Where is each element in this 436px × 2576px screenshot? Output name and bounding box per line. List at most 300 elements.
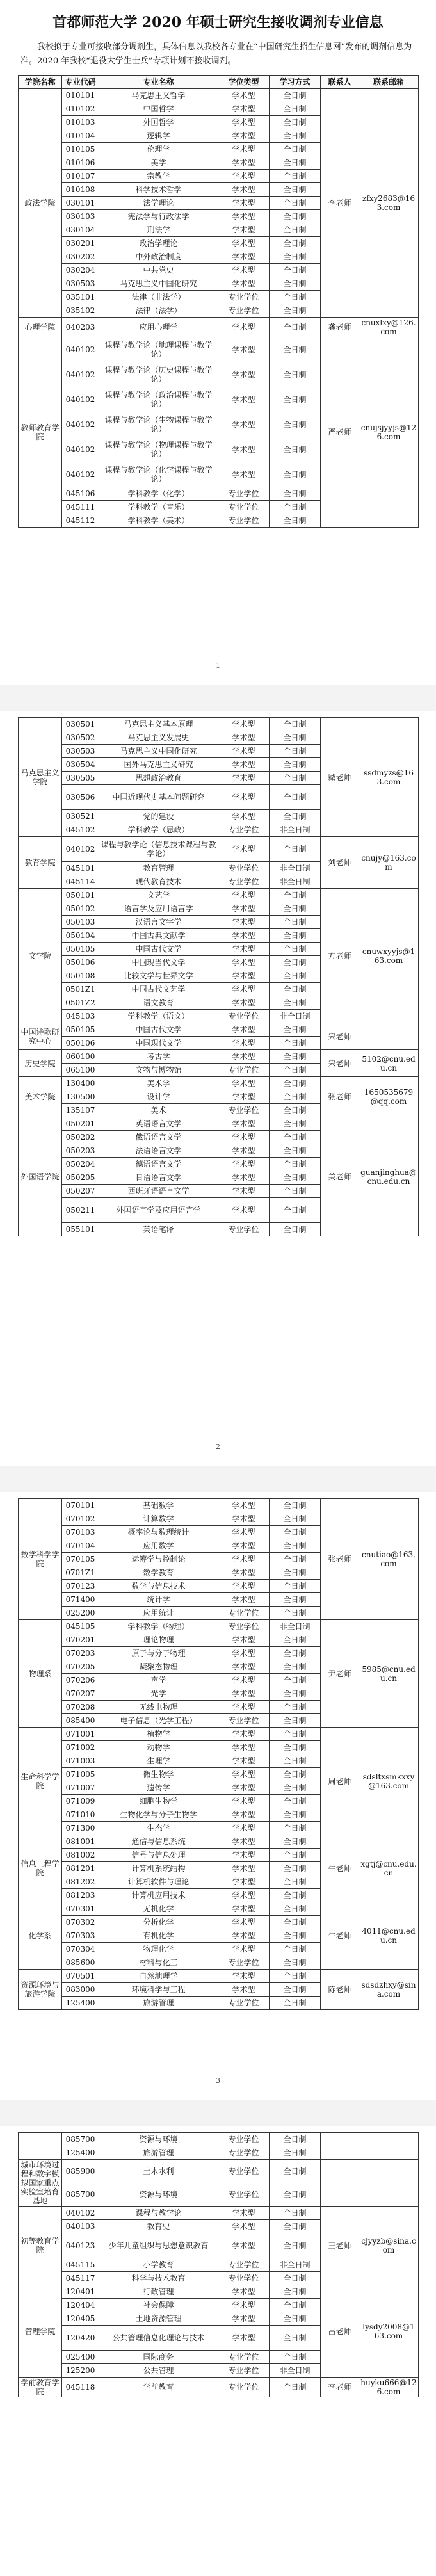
college-name <box>19 2133 62 2160</box>
major-code: 025200 <box>62 1607 99 1620</box>
major-code: 010108 <box>62 183 99 197</box>
contact-email: sdsltxsmkxxy@163.com <box>359 1728 419 1835</box>
major-name: 刑法学 <box>99 223 218 237</box>
study-mode: 非全日制 <box>270 823 321 837</box>
degree-type: 学术型 <box>218 337 270 362</box>
major-code: 030104 <box>62 223 99 237</box>
study-mode: 非全日制 <box>270 875 321 889</box>
study-mode: 全日制 <box>270 1997 321 2010</box>
college-name: 外国语学院 <box>19 1117 62 1236</box>
contact-person: 宋老师 <box>321 1023 359 1050</box>
contact-email: cnuwxyyjs@163.com <box>359 889 419 1023</box>
major-name: 电子信息（光学工程） <box>99 1714 218 1728</box>
college-name: 学前教育学院 <box>19 2378 62 2397</box>
major-code: 070301 <box>62 1902 99 1916</box>
contact-person: 臧老师 <box>321 718 359 837</box>
study-mode: 全日制 <box>270 2233 321 2258</box>
study-mode: 全日制 <box>270 1835 321 1849</box>
major-name: 学前教育 <box>99 2378 218 2397</box>
major-code: 030202 <box>62 250 99 264</box>
major-name: 中国古代文学 <box>99 1023 218 1037</box>
major-name: 中国古代文艺学 <box>99 983 218 996</box>
degree-type: 学术型 <box>218 1795 270 1808</box>
study-mode: 全日制 <box>270 1144 321 1158</box>
major-name: 马克思主义发展史 <box>99 731 218 745</box>
document-page-1 <box>0 0 436 685</box>
major-code: 120420 <box>62 2326 99 2351</box>
degree-type: 学术型 <box>218 1768 270 1781</box>
major-name: 英语语言文学 <box>99 1117 218 1131</box>
major-name: 小学教育 <box>99 2258 218 2272</box>
major-name: 课程与教学论 <box>99 2207 218 2220</box>
major-name: 学科教学（音乐） <box>99 501 218 514</box>
major-name: 材料与化工 <box>99 1956 218 1970</box>
major-name: 统计学 <box>99 1593 218 1607</box>
degree-type: 学术型 <box>218 772 270 785</box>
degree-type: 专业学位 <box>218 823 270 837</box>
degree-type: 学术型 <box>218 197 270 210</box>
major-name: 无线电物理 <box>99 1701 218 1714</box>
study-mode: 全日制 <box>270 1674 321 1687</box>
study-mode: 全日制 <box>270 1050 321 1064</box>
degree-type: 专业学位 <box>218 2378 270 2397</box>
study-mode: 全日制 <box>270 916 321 929</box>
major-name: 国外马克思主义研究 <box>99 758 218 772</box>
study-mode: 全日制 <box>270 745 321 758</box>
degree-type: 学术型 <box>218 1090 270 1104</box>
major-code: 0501Z2 <box>62 996 99 1010</box>
major-name: 中国现当代文学 <box>99 956 218 969</box>
major-code: 030503 <box>62 277 99 291</box>
major-code: 130500 <box>62 1090 99 1104</box>
table-row <box>19 318 419 337</box>
degree-type: 学术型 <box>218 1633 270 1647</box>
study-mode: 全日制 <box>270 1956 321 1970</box>
header-major: 专业名称 <box>99 76 218 89</box>
program-table <box>18 2132 419 2397</box>
major-name: 设计学 <box>99 1090 218 1104</box>
major-code: 070101 <box>62 1499 99 1512</box>
major-name: 中共党史 <box>99 264 218 277</box>
table-row <box>19 837 419 862</box>
degree-type: 学术型 <box>218 1754 270 1768</box>
major-name: 植物学 <box>99 1728 218 1741</box>
study-mode: 全日制 <box>270 1023 321 1037</box>
program-table <box>18 717 419 1236</box>
major-name: 信号与信息处理 <box>99 1849 218 1862</box>
degree-type: 学术型 <box>218 2285 270 2299</box>
degree-type: 学术型 <box>218 102 270 116</box>
major-code: 045111 <box>62 501 99 514</box>
degree-type: 学术型 <box>218 1808 270 1822</box>
study-mode: 全日制 <box>270 1037 321 1050</box>
major-name: 应用统计 <box>99 1607 218 1620</box>
study-mode: 全日制 <box>270 889 321 902</box>
contact-email: cnutiao@163.com <box>359 1499 419 1620</box>
study-mode: 全日制 <box>270 1117 321 1131</box>
major-code: 030103 <box>62 210 99 223</box>
degree-type: 学术型 <box>218 1835 270 1849</box>
study-mode: 非全日制 <box>270 862 321 875</box>
study-mode: 全日制 <box>270 1526 321 1539</box>
study-mode: 全日制 <box>270 2285 321 2299</box>
degree-type: 学术型 <box>218 318 270 337</box>
college-name: 历史学院 <box>19 1050 62 1077</box>
major-code: 040123 <box>62 2233 99 2258</box>
college-name: 管理学院 <box>19 2285 62 2378</box>
degree-type: 专业学位 <box>218 875 270 889</box>
major-name: 土木水利 <box>99 2160 218 2183</box>
major-name: 学科教学（物理） <box>99 1620 218 1633</box>
study-mode: 全日制 <box>270 337 321 362</box>
major-name: 英语笔译 <box>99 1223 218 1236</box>
study-mode: 全日制 <box>270 1158 321 1171</box>
major-name: 日语语言文学 <box>99 1171 218 1185</box>
degree-type: 学术型 <box>218 902 270 916</box>
study-mode: 全日制 <box>270 1499 321 1512</box>
major-name: 逻辑学 <box>99 129 218 143</box>
degree-type: 学术型 <box>218 1875 270 1889</box>
table-row <box>19 2133 419 2146</box>
major-name: 通信与信息系统 <box>99 1835 218 1849</box>
study-mode: 全日制 <box>270 1714 321 1728</box>
major-code: 045103 <box>62 1010 99 1023</box>
major-code: 030501 <box>62 718 99 731</box>
major-name: 计算机软件与理论 <box>99 1875 218 1889</box>
major-code: 071005 <box>62 1768 99 1781</box>
study-mode: 全日制 <box>270 2133 321 2146</box>
study-mode: 全日制 <box>270 223 321 237</box>
major-name: 计算数学 <box>99 1512 218 1526</box>
study-mode: 全日制 <box>270 2207 321 2220</box>
major-name: 学科教学（美术） <box>99 514 218 528</box>
study-mode: 全日制 <box>270 1741 321 1754</box>
major-code: 071003 <box>62 1754 99 1768</box>
degree-type: 学术型 <box>218 2299 270 2312</box>
major-name: 课程与教学论（生物课程与教学论） <box>99 412 218 437</box>
major-name: 政治学理论 <box>99 237 218 250</box>
major-code: 085700 <box>62 2133 99 2146</box>
contact-person <box>321 2160 359 2207</box>
degree-type: 学术型 <box>218 1526 270 1539</box>
major-name: 中国现代文学 <box>99 1037 218 1050</box>
study-mode: 全日制 <box>270 1647 321 1660</box>
major-name: 汉语言文字学 <box>99 916 218 929</box>
header-degree-type: 学位类型 <box>218 76 270 89</box>
major-code: 070104 <box>62 1539 99 1553</box>
major-code: 035102 <box>62 304 99 318</box>
contact-person: 李老师 <box>321 89 359 318</box>
major-name: 资源与环境 <box>99 2183 218 2207</box>
major-name: 课程与教学论（政治课程与教学论） <box>99 387 218 412</box>
major-name: 概率论与数理统计 <box>99 1526 218 1539</box>
degree-type: 学术型 <box>218 210 270 223</box>
page-title: 首都师范大学 2020 年硕士研究生接收调剂专业信息 <box>52 14 384 31</box>
major-name: 课程与教学论（物理课程与教学论） <box>99 437 218 462</box>
study-mode: 全日制 <box>270 1943 321 1956</box>
major-code: 070103 <box>62 1526 99 1539</box>
study-mode: 全日制 <box>270 1512 321 1526</box>
major-code: 040203 <box>62 318 99 337</box>
study-mode: 全日制 <box>270 1902 321 1916</box>
major-name: 中国古典文献学 <box>99 929 218 943</box>
study-mode: 全日制 <box>270 89 321 102</box>
major-name: 宗教学 <box>99 170 218 183</box>
degree-type: 专业学位 <box>218 2351 270 2364</box>
major-name: 考古学 <box>99 1050 218 1064</box>
degree-type: 学术型 <box>218 362 270 387</box>
study-mode: 全日制 <box>270 2378 321 2397</box>
college-name: 初等教育学院 <box>19 2207 62 2285</box>
major-code: 040102 <box>62 412 99 437</box>
college-name: 心理学院 <box>19 318 62 337</box>
degree-type: 学术型 <box>218 837 270 862</box>
degree-type: 学术型 <box>218 996 270 1010</box>
contact-email <box>359 2160 419 2207</box>
degree-type: 学术型 <box>218 1198 270 1223</box>
degree-type: 学术型 <box>218 1687 270 1701</box>
major-code: 045106 <box>62 487 99 501</box>
major-code: 050106 <box>62 956 99 969</box>
major-code: 030204 <box>62 264 99 277</box>
contact-email: cnuxlxy@126.com <box>359 318 419 337</box>
major-code: 070206 <box>62 1674 99 1687</box>
major-code: 070303 <box>62 1929 99 1943</box>
major-name: 马克思主义中国化研究 <box>99 745 218 758</box>
major-code: 070208 <box>62 1701 99 1714</box>
contact-email: guanjinghua@cnu.edu.cn <box>359 1117 419 1236</box>
study-mode: 全日制 <box>270 1607 321 1620</box>
major-code: 010101 <box>62 89 99 102</box>
study-mode: 全日制 <box>270 143 321 156</box>
degree-type: 学术型 <box>218 1660 270 1674</box>
contact-person: 吕老师 <box>321 2285 359 2378</box>
degree-type: 学术型 <box>218 2220 270 2233</box>
college-name: 文学院 <box>19 889 62 1023</box>
major-name: 少年儿童组织与思想意识教育 <box>99 2233 218 2258</box>
study-mode: 全日制 <box>270 129 321 143</box>
study-mode: 全日制 <box>270 412 321 437</box>
major-name: 环境科学与工程 <box>99 1983 218 1997</box>
major-name: 无机化学 <box>99 1902 218 1916</box>
degree-type: 学术型 <box>218 1849 270 1862</box>
major-name: 生态学 <box>99 1822 218 1835</box>
degree-type: 学术型 <box>218 1647 270 1660</box>
table-row <box>19 337 419 362</box>
contact-person: 关老师 <box>321 1117 359 1236</box>
study-mode: 全日制 <box>270 1701 321 1714</box>
major-name: 中国古代文学 <box>99 943 218 956</box>
major-name: 分析化学 <box>99 1916 218 1929</box>
contact-email: cjyyzb@sina.com <box>359 2207 419 2285</box>
study-mode: 非全日制 <box>270 2364 321 2378</box>
major-name: 现代教育技术 <box>99 875 218 889</box>
degree-type: 专业学位 <box>218 291 270 304</box>
degree-type: 学术型 <box>218 2312 270 2326</box>
study-mode: 全日制 <box>270 1077 321 1090</box>
degree-type: 学术型 <box>218 731 270 745</box>
major-code: 030502 <box>62 731 99 745</box>
study-mode: 全日制 <box>270 1754 321 1768</box>
major-name: 社会保障 <box>99 2299 218 2312</box>
major-name: 马克思主义哲学 <box>99 89 218 102</box>
degree-type: 学术型 <box>218 156 270 170</box>
major-code: 050104 <box>62 929 99 943</box>
degree-type: 学术型 <box>218 1741 270 1754</box>
table-row <box>19 718 419 731</box>
study-mode: 非全日制 <box>270 1010 321 1023</box>
table-row <box>19 1902 419 1916</box>
degree-type: 学术型 <box>218 1131 270 1144</box>
degree-type: 专业学位 <box>218 1010 270 1023</box>
degree-type: 专业学位 <box>218 2160 270 2183</box>
study-mode: 全日制 <box>270 969 321 983</box>
major-name: 美学 <box>99 156 218 170</box>
study-mode: 全日制 <box>270 501 321 514</box>
major-name: 马克思主义中国化研究 <box>99 277 218 291</box>
contact-person: 李老师 <box>321 2378 359 2397</box>
major-name: 法学理论 <box>99 197 218 210</box>
table-row <box>19 1620 419 1633</box>
study-mode: 全日制 <box>270 156 321 170</box>
major-name: 行政管理 <box>99 2285 218 2299</box>
study-mode: 全日制 <box>270 1822 321 1835</box>
major-code: 045115 <box>62 2258 99 2272</box>
table-row <box>19 1050 419 1064</box>
degree-type: 学术型 <box>218 1185 270 1198</box>
study-mode: 全日制 <box>270 487 321 501</box>
degree-type: 学术型 <box>218 1781 270 1795</box>
major-code: 070207 <box>62 1687 99 1701</box>
study-mode: 全日制 <box>270 1593 321 1607</box>
degree-type: 专业学位 <box>218 1714 270 1728</box>
degree-type: 学术型 <box>218 810 270 823</box>
table-row <box>19 1499 419 1512</box>
study-mode: 全日制 <box>270 1768 321 1781</box>
college-name: 教师教育学院 <box>19 337 62 528</box>
major-code: 081202 <box>62 1875 99 1889</box>
major-code: 050201 <box>62 1117 99 1131</box>
major-code: 050204 <box>62 1158 99 1171</box>
contact-person: 尹老师 <box>321 1620 359 1728</box>
study-mode: 全日制 <box>270 837 321 862</box>
study-mode: 全日制 <box>270 1916 321 1929</box>
degree-type: 专业学位 <box>218 862 270 875</box>
study-mode: 全日制 <box>270 2220 321 2233</box>
study-mode: 全日制 <box>270 1223 321 1236</box>
study-mode: 全日制 <box>270 1064 321 1077</box>
major-code: 125400 <box>62 2146 99 2160</box>
study-mode: 全日制 <box>270 1849 321 1862</box>
degree-type: 学术型 <box>218 143 270 156</box>
study-mode: 全日制 <box>270 1553 321 1566</box>
study-mode: 全日制 <box>270 1580 321 1593</box>
study-mode: 全日制 <box>270 2272 321 2285</box>
major-name: 资源与环境 <box>99 2133 218 2146</box>
contact-person: 严老师 <box>321 337 359 528</box>
major-code: 060100 <box>62 1050 99 1064</box>
study-mode: 全日制 <box>270 197 321 210</box>
college-name: 政法学院 <box>19 89 62 318</box>
study-mode: 全日制 <box>270 2351 321 2364</box>
degree-type: 学术型 <box>218 1929 270 1943</box>
major-name: 法语语言文学 <box>99 1144 218 1158</box>
contact-person: 周老师 <box>321 1728 359 1835</box>
major-code: 045102 <box>62 823 99 837</box>
major-name: 动物学 <box>99 1741 218 1754</box>
college-name: 马克思主义学院 <box>19 718 62 837</box>
major-code: 030505 <box>62 772 99 785</box>
major-name: 教育史 <box>99 2220 218 2233</box>
major-name: 生理学 <box>99 1754 218 1768</box>
degree-type: 学术型 <box>218 1580 270 1593</box>
study-mode: 全日制 <box>270 514 321 528</box>
major-code: 050205 <box>62 1171 99 1185</box>
major-code: 045114 <box>62 875 99 889</box>
college-name: 美术学院 <box>19 1077 62 1117</box>
degree-type: 学术型 <box>218 1862 270 1875</box>
major-code: 055101 <box>62 1223 99 1236</box>
study-mode: 全日制 <box>270 116 321 129</box>
study-mode: 全日制 <box>270 1983 321 1997</box>
college-name: 化学系 <box>19 1902 62 1970</box>
study-mode: 全日制 <box>270 1929 321 1943</box>
study-mode: 全日制 <box>270 264 321 277</box>
major-code: 070105 <box>62 1553 99 1566</box>
page-number: 1 <box>216 661 220 670</box>
major-code: 050207 <box>62 1185 99 1198</box>
major-code: 030503 <box>62 745 99 758</box>
degree-type: 学术型 <box>218 1144 270 1158</box>
contact-email: lysdy2008@163.com <box>359 2285 419 2378</box>
contact-person: 张老师 <box>321 1077 359 1117</box>
major-code: 125200 <box>62 2364 99 2378</box>
table-row <box>19 2285 419 2299</box>
major-code: 045118 <box>62 2378 99 2397</box>
study-mode: 全日制 <box>270 1198 321 1223</box>
degree-type: 专业学位 <box>218 2258 270 2272</box>
study-mode: 全日制 <box>270 183 321 197</box>
degree-type: 学术型 <box>218 785 270 810</box>
major-name: 中国近现代史基本问题研究 <box>99 785 218 810</box>
study-mode: 全日制 <box>270 237 321 250</box>
study-mode: 全日制 <box>270 2160 321 2183</box>
major-code: 030101 <box>62 197 99 210</box>
major-code: 071001 <box>62 1728 99 1741</box>
major-code: 050103 <box>62 916 99 929</box>
degree-type: 学术型 <box>218 1050 270 1064</box>
contact-person <box>321 2133 359 2160</box>
degree-type: 学术型 <box>218 2233 270 2258</box>
study-mode: 全日制 <box>270 170 321 183</box>
study-mode: 全日制 <box>270 1566 321 1580</box>
study-mode: 全日制 <box>270 929 321 943</box>
degree-type: 专业学位 <box>218 1064 270 1077</box>
contact-person: 方老师 <box>321 889 359 1023</box>
table-row <box>19 1970 419 1983</box>
study-mode: 全日制 <box>270 996 321 1010</box>
major-code: 030201 <box>62 237 99 250</box>
degree-type: 学术型 <box>218 1566 270 1580</box>
degree-type: 学术型 <box>218 237 270 250</box>
major-code: 070123 <box>62 1580 99 1593</box>
degree-type: 学术型 <box>218 1674 270 1687</box>
major-code: 010107 <box>62 170 99 183</box>
major-code: 070501 <box>62 1970 99 1983</box>
contact-email: 4011@cnu.edu.cn <box>359 1902 419 1970</box>
major-code: 040102 <box>62 462 99 487</box>
degree-type: 学术型 <box>218 1970 270 1983</box>
